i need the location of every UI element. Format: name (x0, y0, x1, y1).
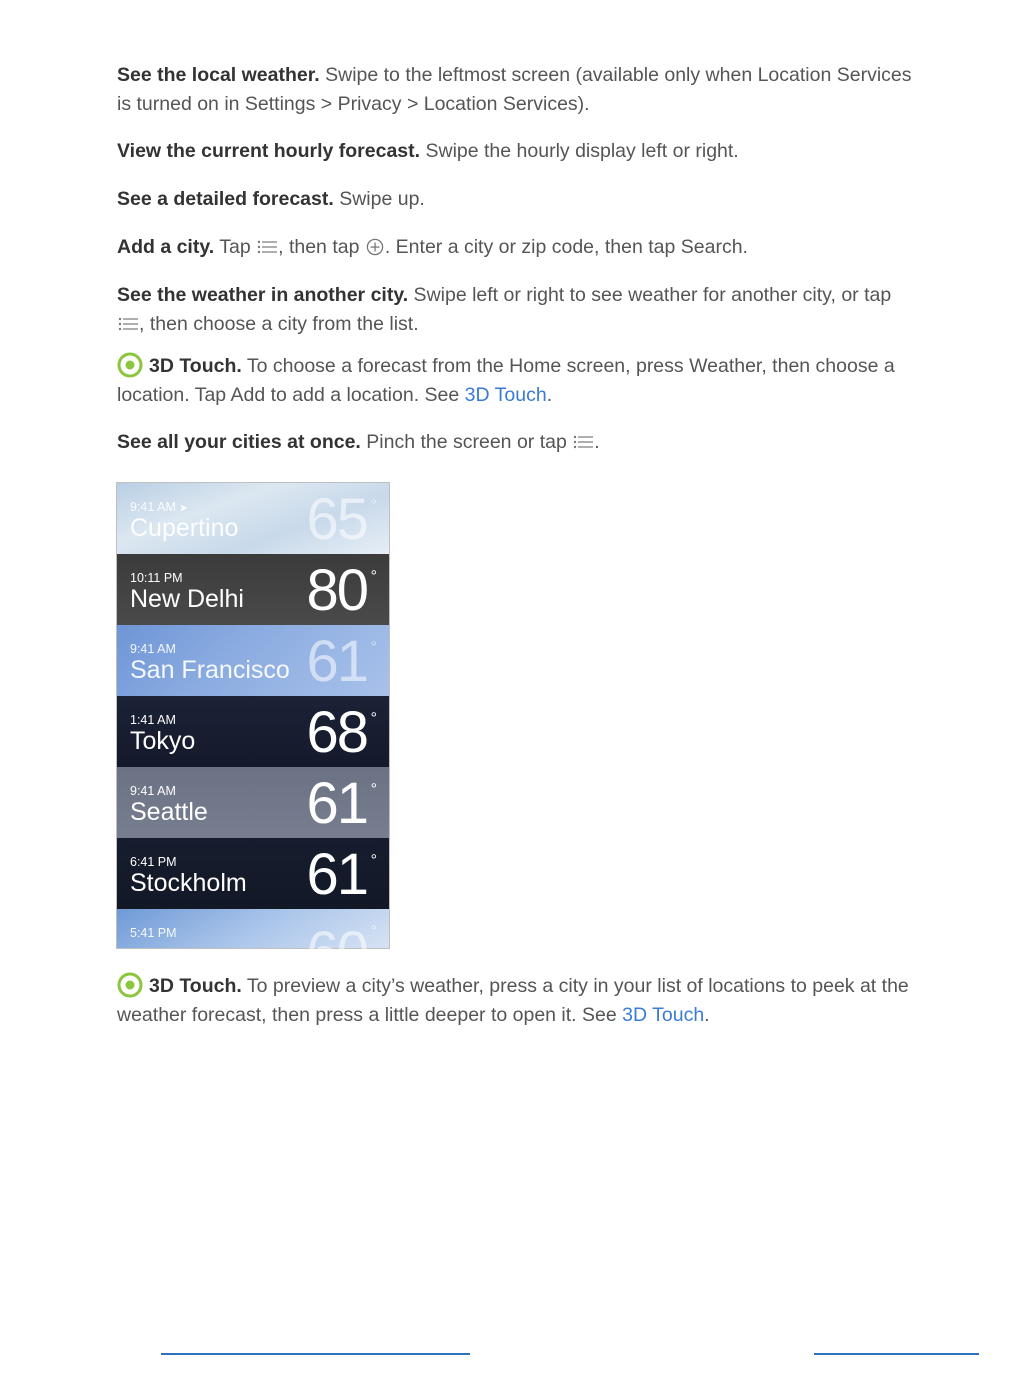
heading-all-cities: See all your cities at once. (117, 431, 361, 453)
degree-symbol: ° (370, 710, 377, 727)
city-time: 6:41 PM (130, 855, 177, 869)
heading-local-weather: See the local weather. (117, 64, 320, 86)
city-time: 10:11 PM (130, 571, 183, 585)
degree-symbol: ° (370, 497, 377, 514)
city-temperature: 61 (306, 771, 367, 836)
city-temperature: 80 (306, 558, 367, 623)
paragraph-detailed-forecast (117, 185, 917, 214)
text-another-city-1: Swipe left or right to see weather for another city, or tap (408, 284, 892, 306)
heading-add-city: Add a city. (117, 236, 215, 258)
city-name: San Francisco (130, 656, 290, 684)
list-icon (573, 434, 593, 450)
city-name: Tokyo (130, 727, 196, 755)
city-row-stockholm (117, 838, 389, 909)
paragraph-hourly-forecast (117, 137, 917, 166)
paragraph-another-city (117, 281, 917, 338)
add-circle-icon (366, 238, 384, 256)
heading-3d-touch-preview: 3D Touch. (149, 975, 242, 997)
heading-another-city: See the weather in another city. (117, 284, 409, 306)
3d-touch-icon (117, 352, 143, 378)
paragraph-local-weather (117, 61, 917, 118)
list-icon (118, 316, 138, 332)
city-name: Seattle (130, 798, 208, 826)
paragraph-all-cities (117, 428, 917, 457)
text-3d-touch-preview: To preview a city’s weather, press a city in your list of locations to peek at the weather forecast, then press a little deeper to open it. See (117, 975, 909, 1026)
city-row-new-delhi (117, 554, 389, 625)
text-detailed-forecast: Swipe up. (333, 188, 425, 210)
city-row-tokyo (117, 696, 389, 767)
city-row-partial (117, 909, 389, 985)
list-icon (257, 239, 277, 255)
text-hourly-forecast: Swipe the hourly display left or right. (420, 140, 739, 162)
city-name: New Delhi (130, 585, 244, 613)
city-temperature: 61 (306, 629, 367, 694)
text-another-city-2: , then choose a city from the list. (139, 312, 419, 335)
city-time: 9:41 AM (130, 642, 176, 656)
degree-symbol: ° (370, 852, 377, 869)
city-name: Cupertino (130, 514, 239, 542)
footer-rule-left (161, 1353, 470, 1355)
city-temperature: 65 (306, 487, 367, 552)
city-temperature: 60 (306, 920, 367, 985)
city-temperature: 68 (306, 700, 367, 765)
city-time: 9:41 AM (130, 784, 176, 798)
city-name: Stockholm (130, 869, 247, 897)
city-time: 9:41 AM ➤ (130, 500, 188, 514)
weather-city-list-screenshot (116, 482, 390, 985)
text-add-city-3: . Enter a city or zip code, then tap Search. (384, 236, 748, 258)
city-row-seattle (117, 767, 389, 838)
degree-symbol: ° (370, 781, 377, 798)
heading-3d-touch-home: 3D Touch. (149, 355, 242, 377)
text-3d-touch-home-end: . (546, 383, 553, 406)
degree-symbol: ° (370, 923, 377, 940)
text-add-city-2: , then tap (278, 236, 365, 258)
paragraph-3d-touch-preview (117, 972, 917, 1029)
text-all-cities-end: . (594, 431, 600, 453)
city-row-san-francisco (117, 625, 389, 696)
city-row-cupertino (117, 483, 389, 554)
text-local-weather: Swipe to the leftmost screen (available only when Location Services is turned on in Settings > Privacy > Location Services). (117, 64, 912, 115)
text-3d-touch-home: To choose a forecast from the Home screen, press Weather, then choose a location. Tap Add to add a location. See (117, 355, 895, 406)
link-3d-touch[interactable]: 3D Touch (464, 383, 547, 406)
footer-rule-right (814, 1353, 979, 1355)
heading-hourly-forecast: View the current hourly forecast. (117, 140, 421, 162)
location-arrow-icon: ➤ (179, 503, 188, 514)
degree-symbol: ° (370, 639, 377, 656)
city-temperature: 61 (306, 842, 367, 907)
degree-symbol: ° (370, 568, 377, 585)
city-time: 1:41 AM (130, 713, 176, 727)
paragraph-3d-touch-home (117, 352, 917, 409)
text-add-city-1: Tap (214, 236, 257, 258)
link-3d-touch[interactable]: 3D Touch (622, 1003, 705, 1026)
paragraph-add-city (117, 233, 917, 262)
city-time: 5:41 PM (130, 926, 177, 940)
text-all-cities: Pinch the screen or tap (360, 431, 573, 453)
heading-detailed-forecast: See a detailed forecast. (117, 188, 334, 210)
3d-touch-icon (117, 972, 143, 998)
text-3d-touch-preview-end: . (704, 1003, 710, 1026)
